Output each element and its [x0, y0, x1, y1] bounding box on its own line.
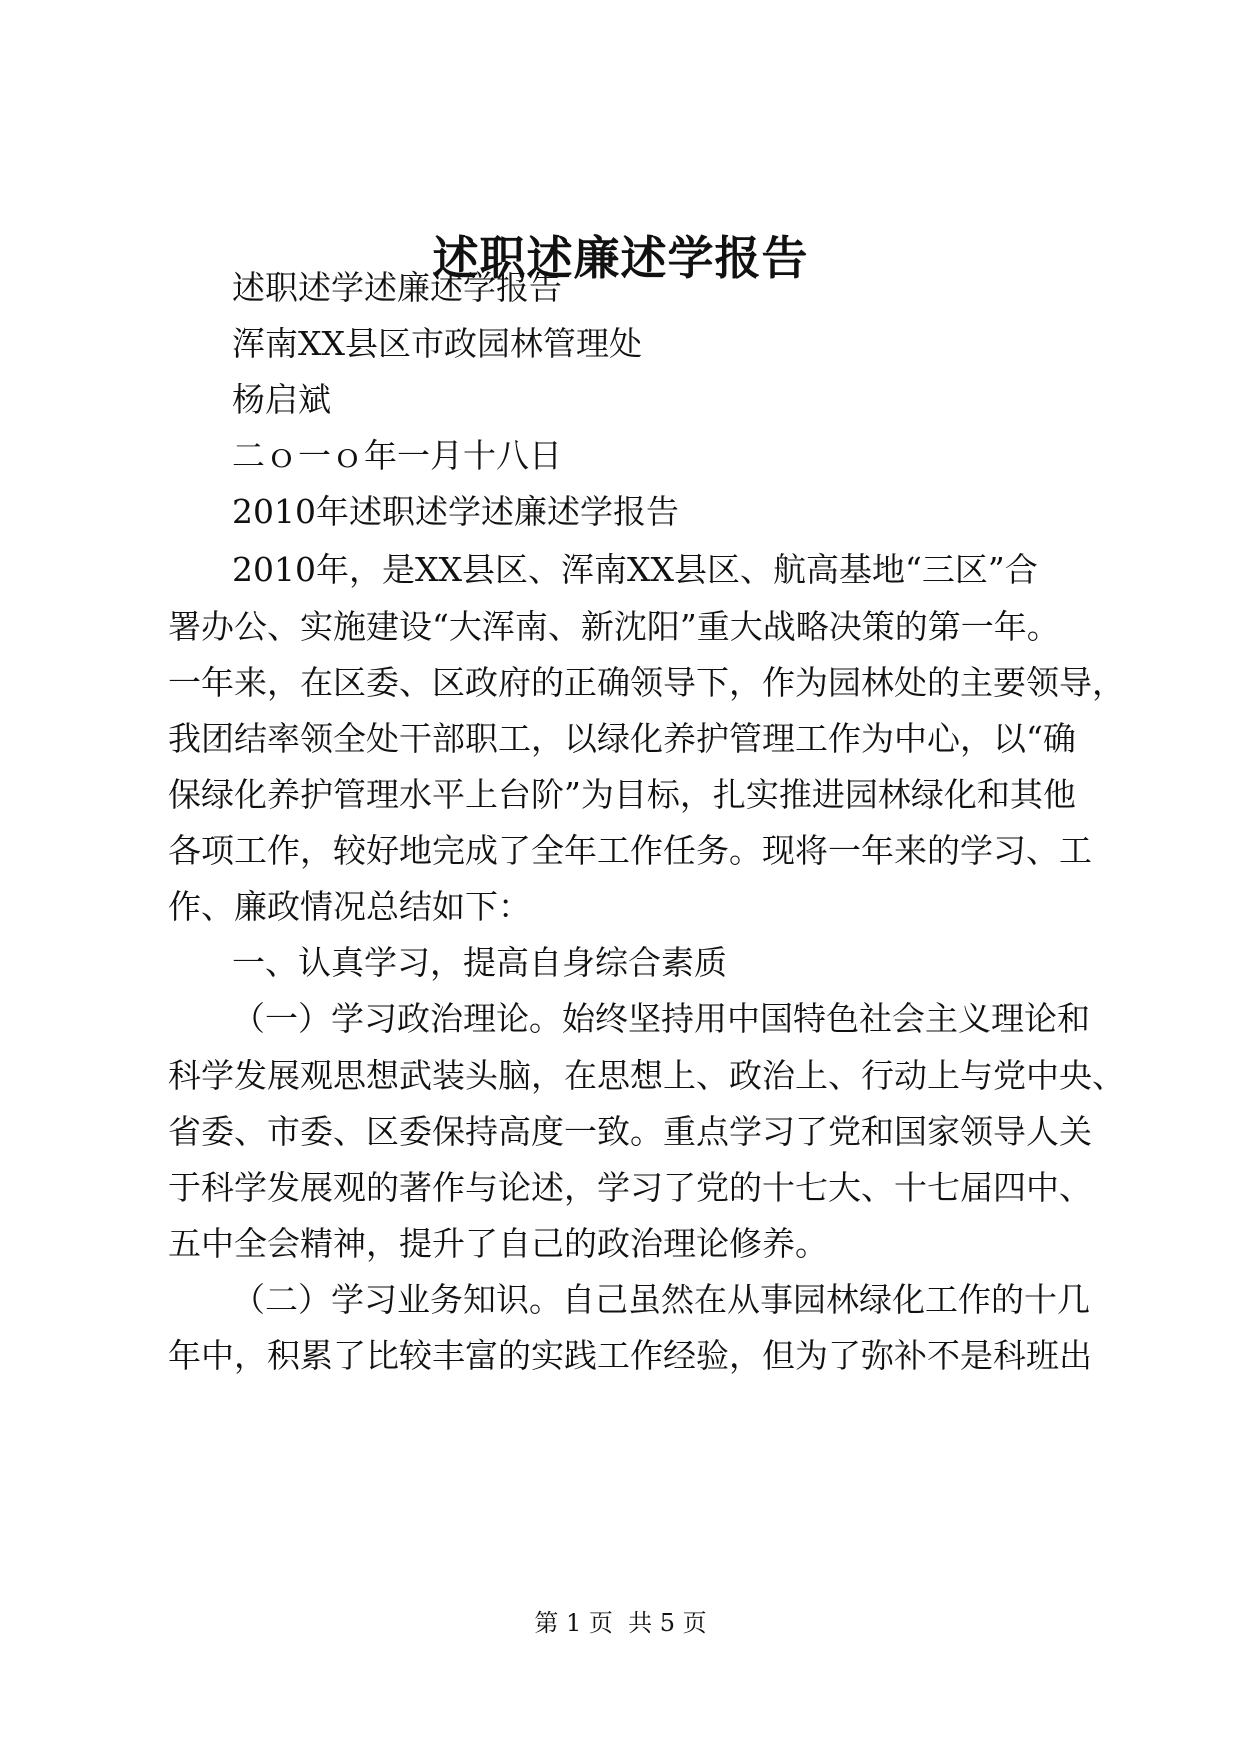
- subtitle-line: 2010年述职述学述廉述学报告: [232, 492, 679, 531]
- body-text-line: （二）学习业务知识。自己虽然在从事园林绿化工作的十几: [232, 1280, 1090, 1319]
- author-line: 杨启斌: [232, 380, 331, 419]
- document-title: 述职述廉述学报告: [432, 231, 809, 285]
- body-text-line: 省委、市委、区委保持高度一致。重点学习了党和国家领导人关: [168, 1112, 1092, 1151]
- section-heading: 一、认真学习，提高自身综合素质: [232, 943, 727, 982]
- page-number-footer: 第 1 页 共 5 页: [534, 1609, 707, 1637]
- body-text-line: 一年来，在区委、区政府的正确领导下，作为园林处的主要领导，: [168, 663, 1125, 702]
- body-text-line: 作、廉政情况总结如下：: [168, 887, 531, 926]
- body-text-line: 科学发展观思想武装头脑，在思想上、政治上、行动上与党中央、: [168, 1056, 1125, 1095]
- body-text-line: 年中，积累了比较丰富的实践工作经验，但为了弥补不是科班出: [168, 1336, 1092, 1375]
- body-text-line: 五中全会精神，提升了自己的政治理论修养。: [168, 1224, 828, 1263]
- body-text-line: 保绿化养护管理水平上台阶”为目标，扎实推进园林绿化和其他: [168, 775, 1076, 814]
- organization-line: 浑南XX县区市政园林管理处: [232, 324, 642, 363]
- body-text-line: 署办公、实施建设“大浑南、新沈阳”重大战略决策的第一年。: [168, 607, 1060, 646]
- body-text-line: 2010年，是XX县区、浑南XX县区、航高基地“三区”合: [232, 550, 1038, 589]
- body-text-line: （一）学习政治理论。始终坚持用中国特色社会主义理论和: [232, 999, 1090, 1038]
- body-text-line: 我团结率领全处干部职工，以绿化养护管理工作为中心，以“确: [168, 719, 1076, 758]
- date-line: 二ｏ一ｏ年一月十八日: [232, 436, 562, 475]
- body-text-line: 各项工作，较好地完成了全年工作任务。现将一年来的学习、工: [168, 831, 1092, 870]
- heading-line: 述职述学述廉述学报告: [232, 268, 562, 307]
- body-text-line: 于科学发展观的著作与论述，学习了党的十七大、十七届四中、: [168, 1168, 1092, 1207]
